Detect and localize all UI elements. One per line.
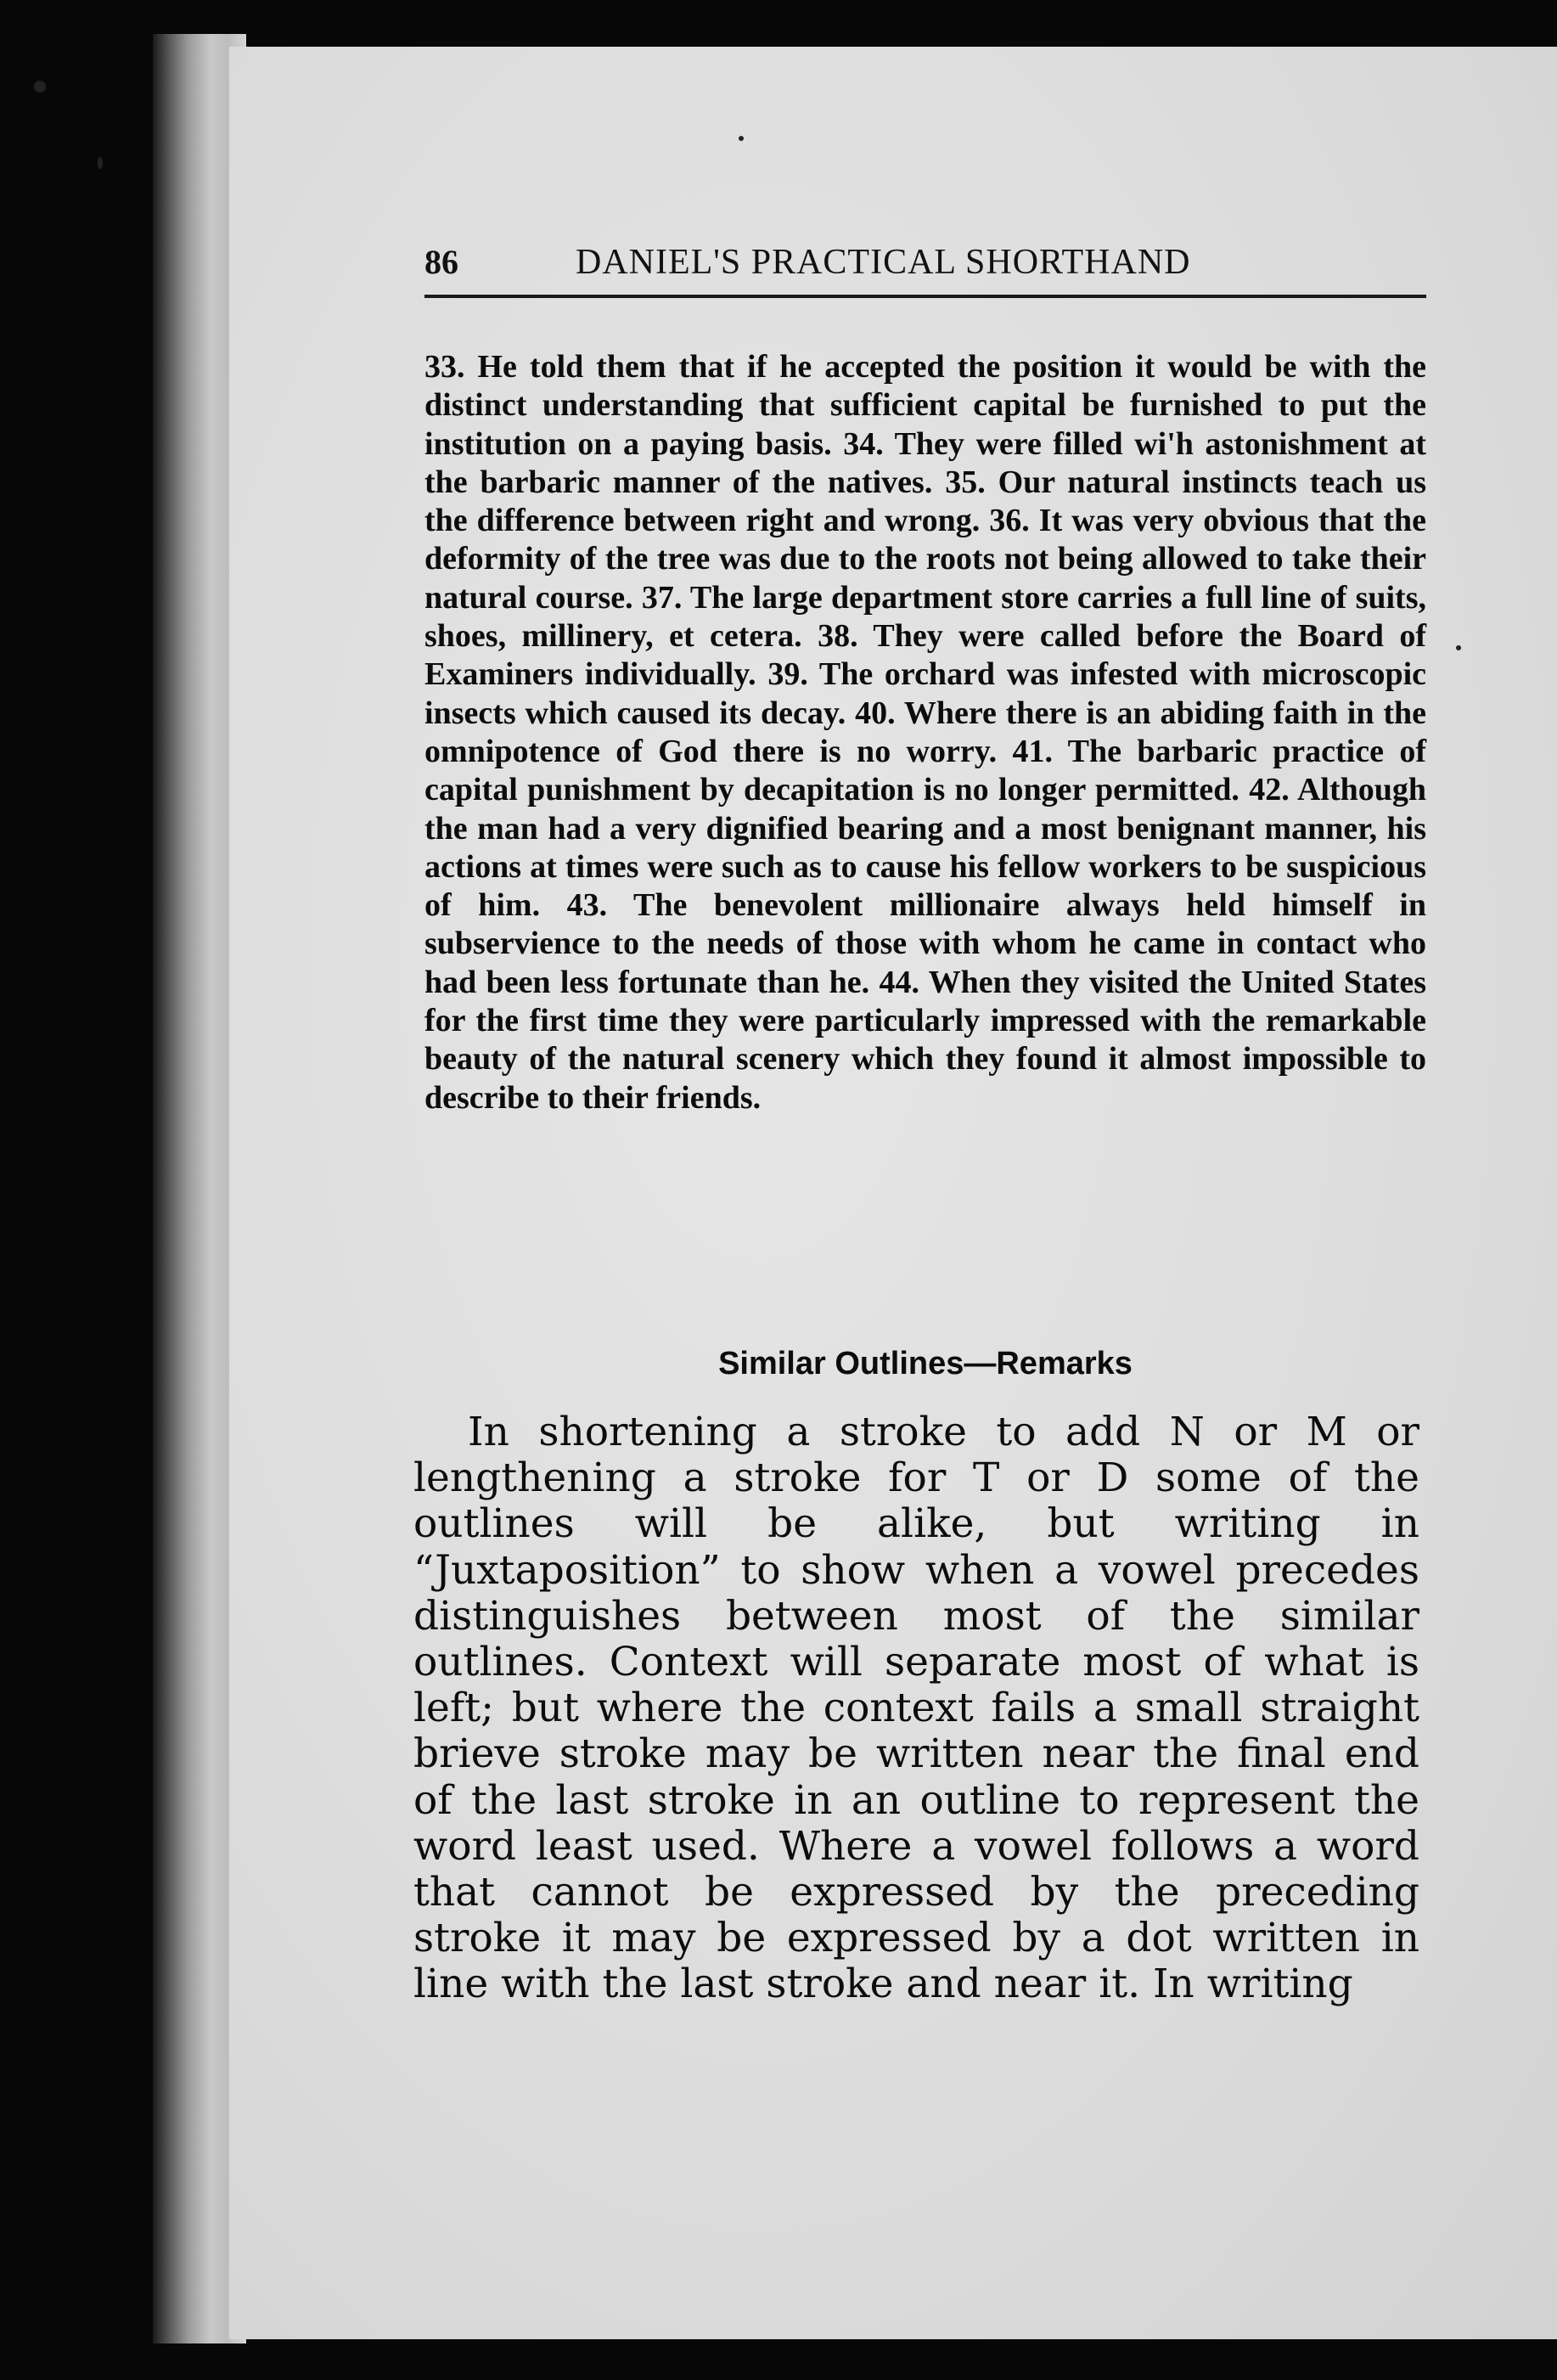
remarks-paragraph: In shortening a stroke to add N or M or lengthening a stroke for T or D some of the outlines will be alike, but writing in “Juxtaposition” to show when a vowel precedes distinguishes between most of the similar outlines. Context will separate most of what is left; but where the context fails a small straight brieve stroke may be written near the final end of the last stroke in an outline to represent the word least used. Where a vowel follows a word that cannot be expressed by the preceding stroke it may be expressed by a dot written in line with the last stroke and near it. In writing [413, 1409, 1419, 2008]
dust-speck [1456, 645, 1461, 650]
remarks-body [413, 1409, 1419, 2008]
dust-speck [34, 81, 46, 93]
dust-speck [98, 157, 103, 169]
section-heading: Similar Outlines—Remarks [718, 1346, 1133, 1381]
exercise-paragraph: 33. He told them that if he accepted the position it would be with the distinct understanding that sufficient capital be furnished to put the institution on a paying basis. 34. They were filled wi'h astonishment at the barbaric manner of the natives. 35. Our natural instincts teach us the difference between right and wrong. 36. It was very obvious that the deformity of the tree was due to the roots not being allowed to take their natural course. 37. The large department store carries a full line of suits, shoes, millinery, et cetera. 38. They were called before the Board of Examiners individually. 39. The orchard was infested with microscopic insects which caused its decay. 40. Where there is an abiding faith in the omnipotence of God there is no worry. 41. The barbaric practice of capital punishment by decapitation is no longer permitted. 42. Although the man had a very dignified bearing and a most benignant manner, his actions at times were such as to cause his fellow workers to be suspicious of him. 43. The benevolent millionaire always held himself in subservience to the needs of those with whom he came in contact who had been less fortunate than he. 44. When they visited the United States for the first time they were particularly impressed with the remarkable beauty of the natural scenery which they found it almost impossible to describe to their friends. [424, 349, 1426, 1116]
running-title: DANIEL'S PRACTICAL SHORTHAND [576, 243, 1191, 282]
page-header [424, 242, 1426, 298]
dust-speck [739, 136, 744, 141]
page-number: 86 [424, 243, 458, 281]
exercise-sentences [424, 348, 1426, 1117]
